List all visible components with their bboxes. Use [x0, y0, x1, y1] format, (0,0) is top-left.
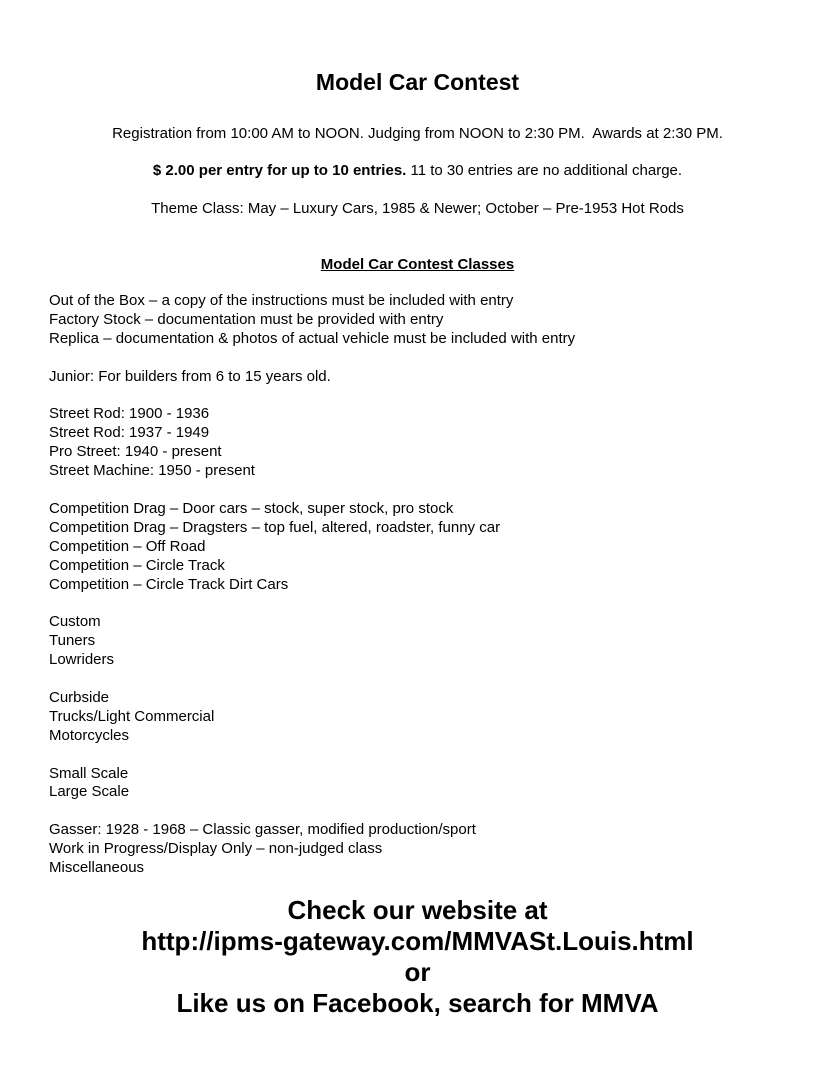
page-title: Model Car Contest	[315, 69, 520, 95]
footer-website-url: http://ipms-gateway.com/MMVASt.Louis.html	[141, 926, 694, 956]
class-list-item: Competition Drag – Dragsters – top fuel, altered, roadster, funny car	[49, 518, 501, 536]
class-list-item: Tuners	[49, 632, 96, 650]
class-list-item: Miscellaneous	[49, 859, 145, 877]
schedule-text: Registration from 10:00 AM to NOON. Judging from NOON to 2:30 PM. Awards at 2:30 PM.	[112, 125, 723, 142]
class-list-item: Street Machine: 1950 - present	[49, 462, 255, 480]
class-list-item: Competition – Circle Track	[49, 556, 225, 574]
class-list-item: Work in Progress/Display Only – non-judged class	[49, 840, 383, 858]
class-list-item: Large Scale	[49, 783, 130, 801]
class-list-item: Out of the Box – a copy of the instructions must be included with entry	[49, 292, 514, 309]
class-list-item: Lowriders	[49, 651, 115, 669]
class-list-item: Pro Street: 1940 - present	[49, 443, 222, 461]
class-list	[49, 292, 809, 878]
class-list-item: Factory Stock – documentation must be provided with entry	[49, 310, 444, 328]
class-list-item: Trucks/Light Commercial	[49, 707, 215, 725]
class-list-item: Competition – Off Road	[49, 537, 206, 555]
class-list-item: Street Rod: 1937 - 1949	[49, 424, 210, 442]
footer-website-intro: Check our website at	[287, 895, 548, 925]
class-list-item: Junior: For builders from 6 to 15 years old.	[49, 367, 331, 385]
entry-fee-bold: $ 2.00 per entry for up to 10 entries.	[152, 162, 407, 179]
class-list-item: Competition – Circle Track Dirt Cars	[49, 575, 289, 593]
class-list-item: Curbside	[49, 688, 110, 706]
footer-facebook: Like us on Facebook, search for MMVA	[176, 988, 659, 1018]
class-list-item: Replica – documentation & photos of actual vehicle must be included with entry	[49, 329, 576, 347]
class-list-item: Motorcycles	[49, 726, 130, 744]
classes-heading: Model Car Contest Classes	[320, 256, 515, 273]
footer	[0, 895, 835, 1019]
entry-fee-rest: 11 to 30 entries are no additional charge.	[406, 162, 683, 179]
footer-or: or	[404, 957, 431, 987]
class-list-item: Custom	[49, 613, 101, 631]
theme-class-text: Theme Class: May – Luxury Cars, 1985 & Newer; October – Pre-1953 Hot Rods	[151, 200, 684, 217]
class-list-item: Small Scale	[49, 764, 129, 782]
entry-fee-text	[0, 161, 835, 180]
class-list-item: Street Rod: 1900 - 1936	[49, 405, 210, 423]
class-list-item: Gasser: 1928 - 1968 – Classic gasser, modified production/sport	[49, 821, 476, 839]
class-list-item: Competition Drag – Door cars – stock, super stock, pro stock	[49, 499, 454, 517]
